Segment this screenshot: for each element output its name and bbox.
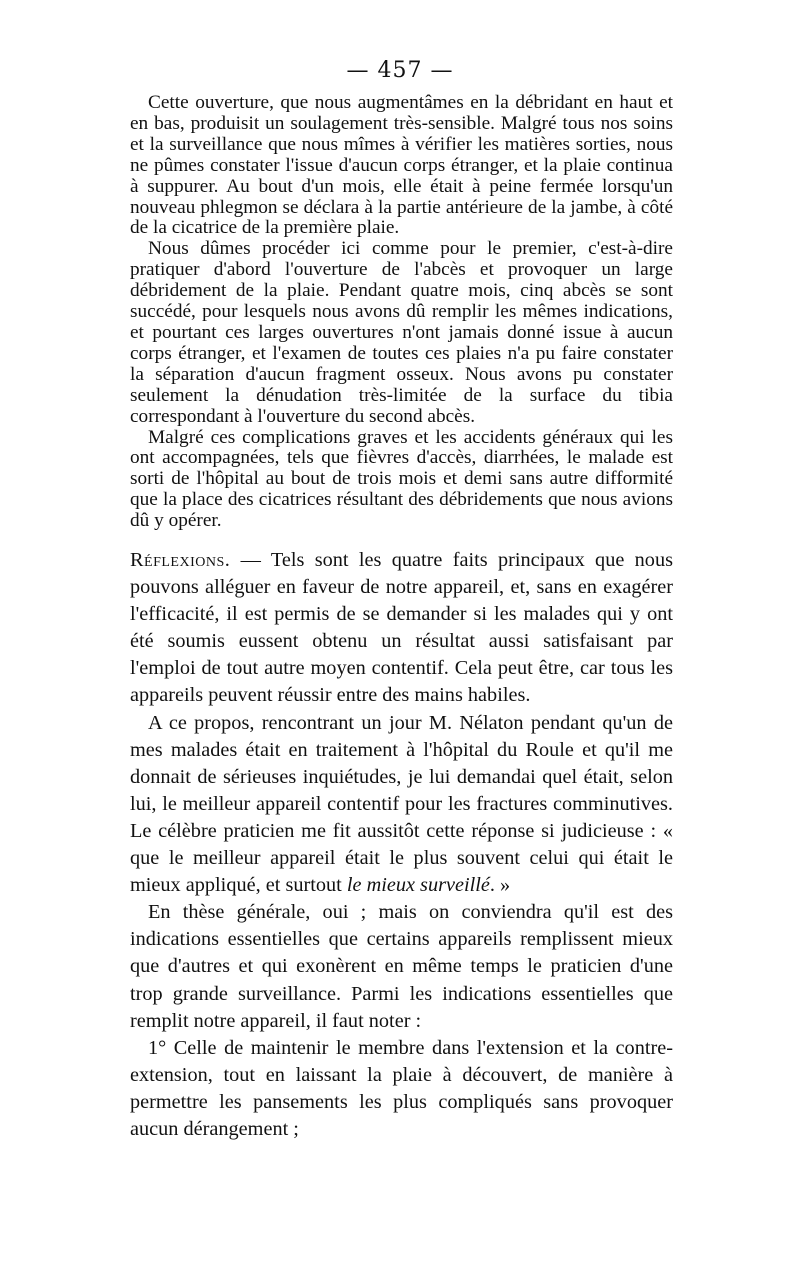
nelaton-close: . » — [489, 874, 511, 897]
paragraph-reflexions — [130, 547, 673, 710]
reflexions-section — [130, 547, 673, 1143]
case-report-text — [130, 93, 673, 532]
paragraph-opening: Cette ouverture, que nous augmentâmes en la débridant en haut et en bas, produisit un soulagement très-sensible. Malgré tous nos soins et la surveillance que nous mîmes à vérifier les matières sorties, nous ne pûmes constater l'issue d'aucun corps étranger, et la plaie continua à suppurer. Au bout d'un mois, elle était à peine fermée lorsqu'un nouveau phlegmon se déclara à la partie antérieure de la jambe, à côté de la cicatrice de la première plaie. — [130, 92, 673, 239]
paragraph-outcome: Malgré ces complications graves et les accidents généraux qui les ont accompagnées, tels que fièvres d'accès, diarrhées, le malade est sorti de l'hôpital au bout de trois mois et demi sans autre difformité que la place des cicatrices résultant des débridements que nous avions dû y opérer. — [130, 426, 673, 532]
reflexions-text: Tels sont les quatre faits principaux que nous pouvons alléguer en faveur de notre appareil, et, sans en exagérer l'efficacité, il est permis de se demander si les malades qui y ont été soumis eussent obtenu un résultat aussi satisfaisant par l'emploi de tout autre moyen contentif. Cela peut être, car tous les appareils peuvent réussir entre des mains habiles. — [130, 549, 673, 707]
nelaton-text: A ce propos, rencontrant un jour M. Nélaton pendant qu'un de mes malades était en traitement à l'hôpital du Roule et qu'il me donnait de sérieuses inquiétudes, je lui demandai quel était, selon lui, le meilleur appareil contentif pour les fractures comminutives. Le célèbre praticien me fit aussitôt cette réponse si judicieuse : « que le meilleur appareil était le plus souvent celui qui était le mieux appliqué, et surtout — [130, 711, 673, 897]
paragraph-these: En thèse générale, oui ; mais on conviendra qu'il est des indications essentielles que certains appareils remplissent mieux que d'autres et qui exonèrent en même temps le praticien d'une trop grande surveillance. Parmi les indications essentielles que remplit notre appareil, il faut noter : — [130, 901, 673, 1032]
page-number: — 457 — — [346, 58, 454, 83]
list-item-1: 1° Celle de maintenir le membre dans l'extension et la contre-extension, tout en laissant la plaie à découvert, de manière à permettre les pansements les plus compliqués sans provoquer aucun dérangement ; — [130, 1036, 673, 1140]
paragraph-abscesses: Nous dûmes procéder ici comme pour le premier, c'est-à-dire pratiquer d'abord l'ouverture de l'abcès et provoquer un large débridement de la plaie. Pendant quatre mois, cinq abcès se sont succédé, pour lesquels nous avons dû remplir les mêmes indications, et pourtant ces larges ouvertures n'ont jamais donné issue à aucun corps étranger, et l'examen de toutes ces plaies n'a pu faire constater la séparation d'aucun fragment osseux. Nous avons pu constater seulement la dénudation très-limitée de la surface du tibia correspondant à l'ouverture du second abcès. — [130, 238, 673, 427]
reflexions-heading: Réflexions. — [130, 549, 231, 571]
nelaton-italic: le mieux surveillé — [346, 874, 490, 897]
paragraph-nelaton — [130, 710, 673, 900]
reflexions-dash: — — [230, 549, 271, 571]
